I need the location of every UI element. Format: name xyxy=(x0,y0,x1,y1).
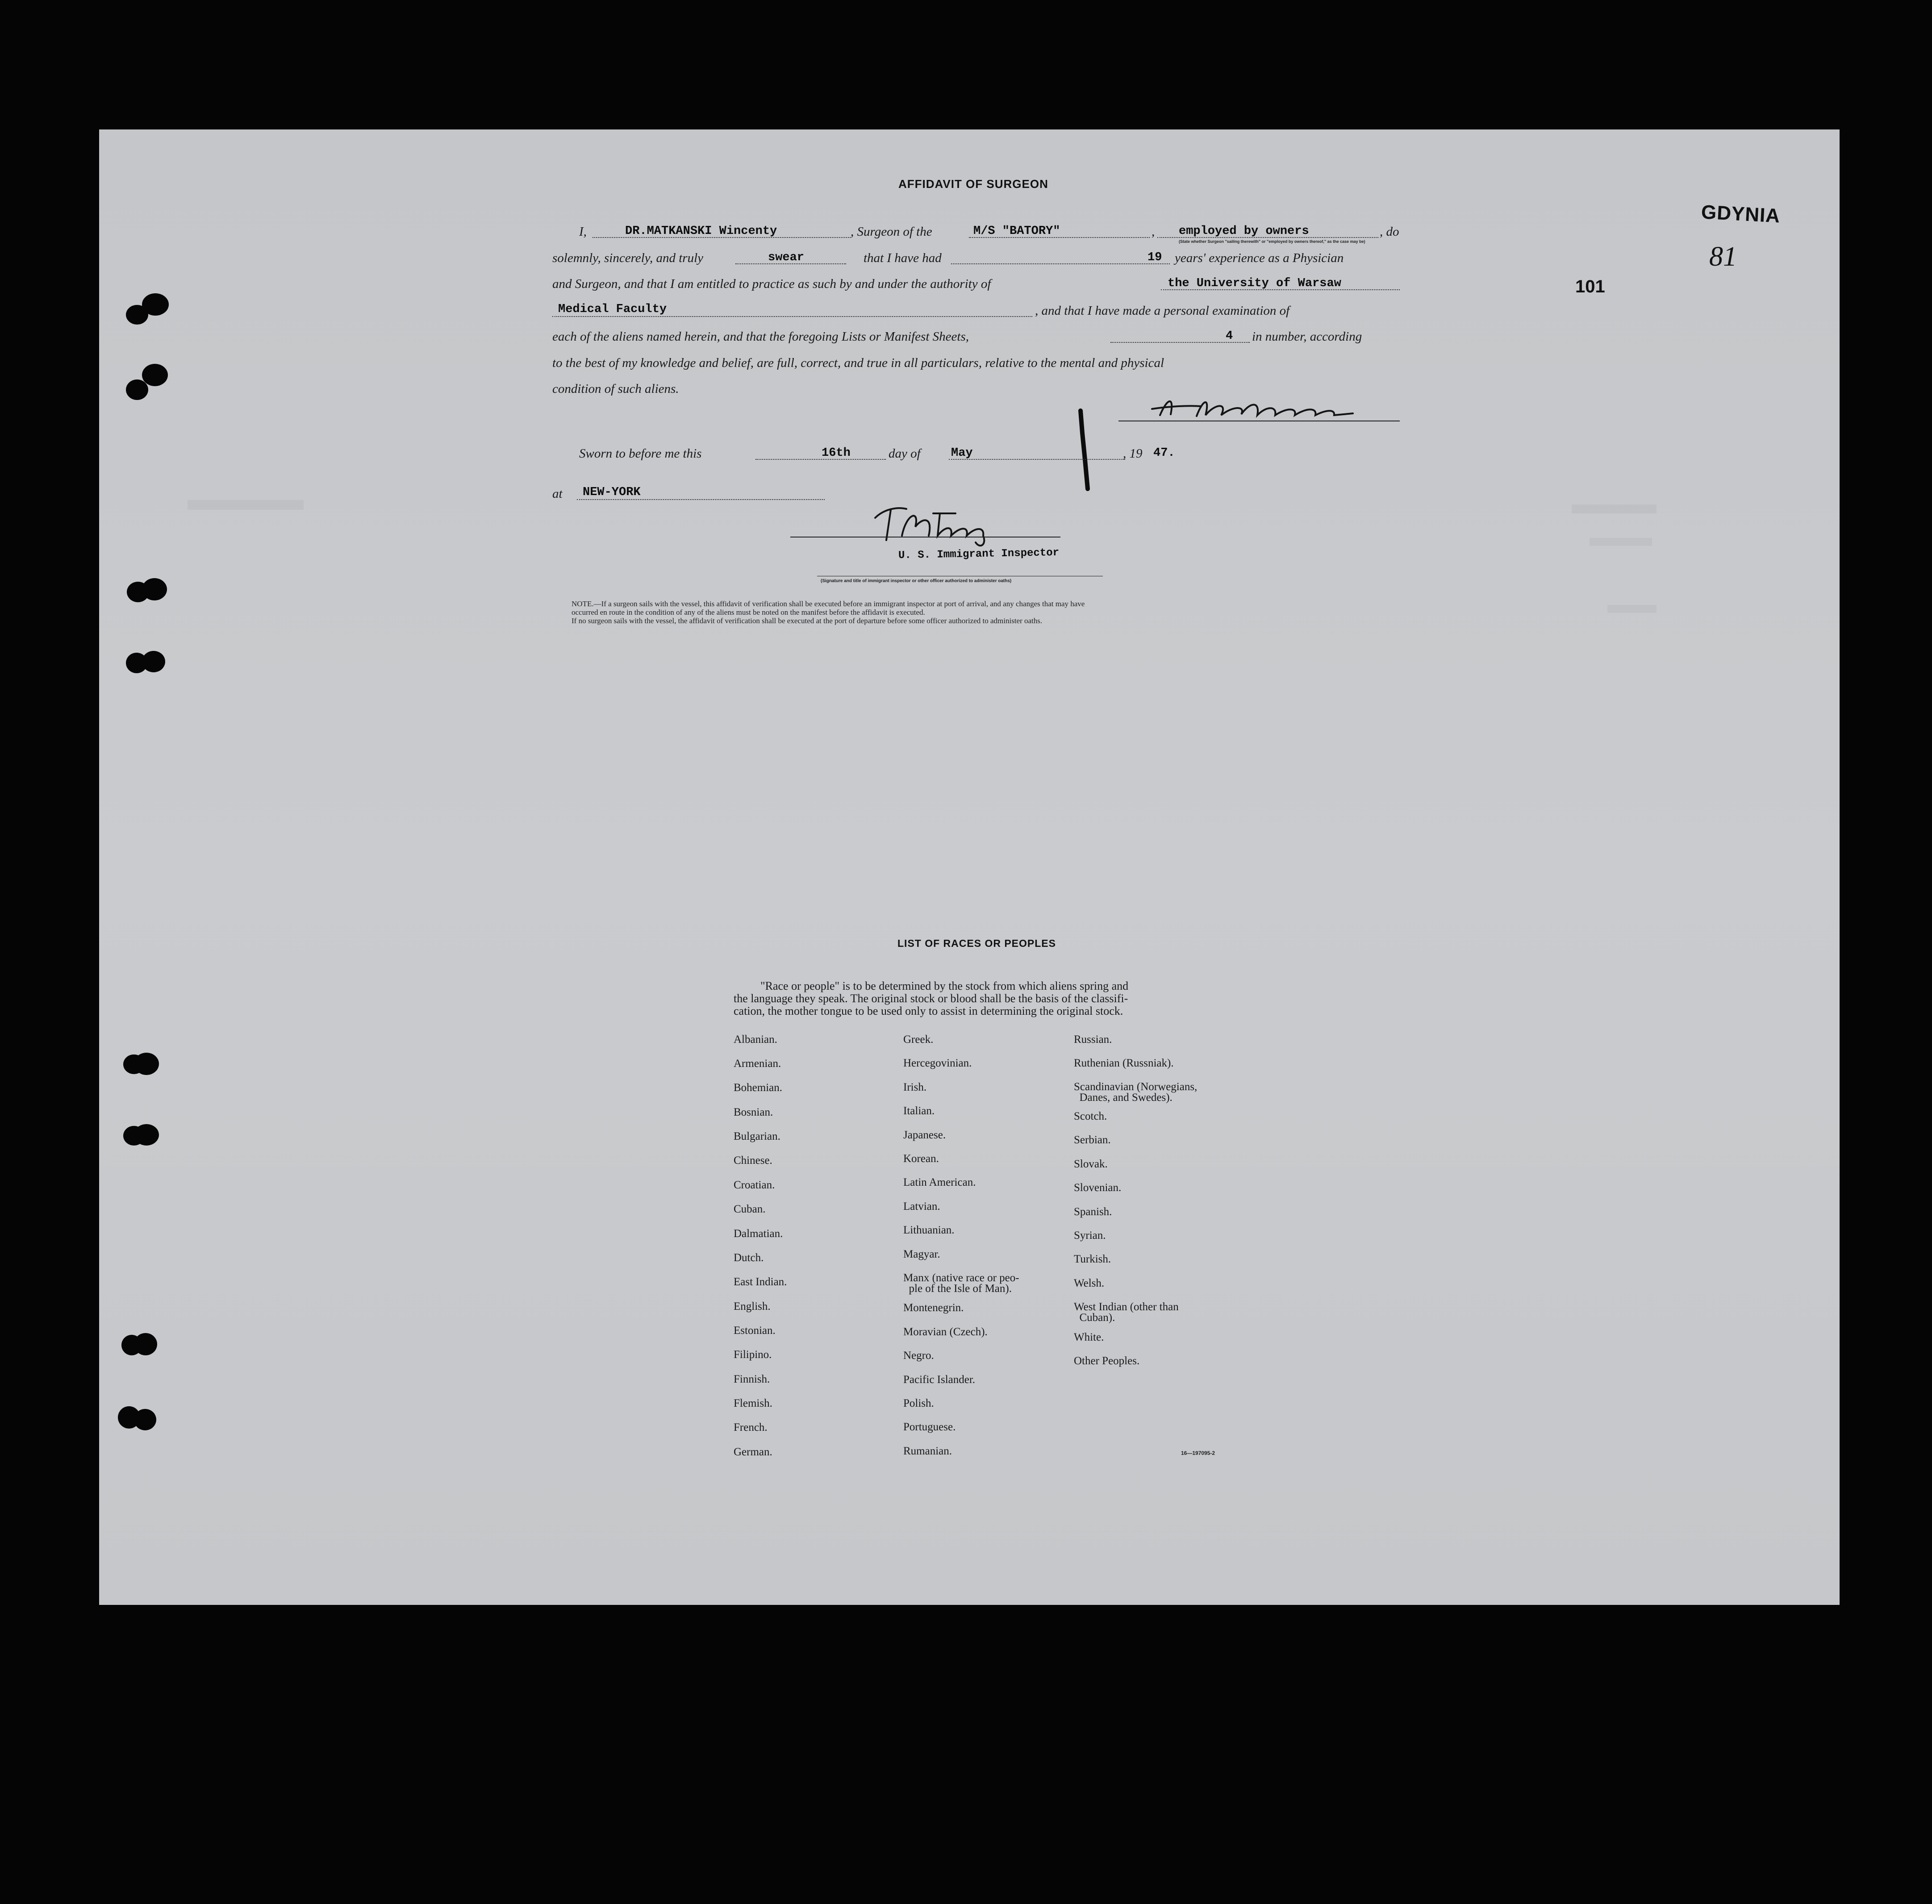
affidavit-title: AFFIDAVIT OF SURGEON xyxy=(898,177,1048,191)
line-text: in number, according xyxy=(1252,329,1362,344)
affidavit-note-2: occurred en route in the condition of any of the aliens must be noted on the manifest before the affidavit is executed. xyxy=(572,608,925,617)
handwritten-sheet-number: 81 xyxy=(1709,242,1737,272)
line-text: , Surgeon of the xyxy=(851,225,932,239)
vessel-name: M/S "BATORY" xyxy=(973,225,1060,238)
sworn-day: 16th xyxy=(822,446,851,460)
race-list-item: Scandinavian (Norwegians, Danes, and Swedes). xyxy=(1074,1081,1198,1104)
race-list-item: Turkish. xyxy=(1074,1253,1111,1265)
line-text: , and that I have made a personal examination of xyxy=(1035,304,1290,318)
race-list-item: Latin American. xyxy=(903,1176,976,1188)
bleed-through-marks xyxy=(188,500,304,510)
line-text: years' experience as a Physician xyxy=(1175,251,1344,265)
officer-caption: (Signature and title of immigrant inspector or other officer authorized to administer oaths) xyxy=(821,579,1012,583)
race-list-item: Spanish. xyxy=(1074,1206,1112,1218)
inspector-signature xyxy=(866,500,1027,549)
line-text: I, xyxy=(579,225,587,239)
line-text: each of the aliens named herein, and that the foregoing Lists or Manifest Sheets, xyxy=(552,329,969,344)
line-text: , 19 xyxy=(1123,446,1143,461)
punch-hole xyxy=(142,364,168,386)
race-list-item: Bulgarian. xyxy=(734,1130,780,1142)
page-number: 101 xyxy=(1575,277,1605,296)
sheet-count: 4 xyxy=(1226,329,1233,343)
race-list-item: Armenian. xyxy=(734,1058,781,1070)
oath-type: swear xyxy=(768,251,805,264)
years-experience: 19 xyxy=(1148,251,1162,264)
race-list-item: Flemish. xyxy=(734,1397,772,1409)
races-intro-1: "Race or people" is to be determined by the stock from which aliens spring and xyxy=(760,979,1129,992)
race-list-item: Dalmatian. xyxy=(734,1228,783,1240)
ink-mark xyxy=(1072,406,1098,496)
punch-hole xyxy=(126,653,147,673)
race-list-item: Other Peoples. xyxy=(1074,1355,1140,1367)
race-list-item: Slovenian. xyxy=(1074,1182,1122,1194)
punch-hole xyxy=(118,1406,140,1429)
race-list-item: Slovak. xyxy=(1074,1158,1108,1170)
licensing-authority-1: the University of Warsaw xyxy=(1168,277,1341,290)
bleed-through-marks xyxy=(1572,504,1657,513)
race-list-item: Filipino. xyxy=(734,1349,772,1361)
race-list-item: Japanese. xyxy=(903,1129,946,1141)
employment-hint: (State whether Surgeon "sailing therewith" or "employed by owners thereof," as the case may be) xyxy=(1179,239,1365,244)
line-text: , do xyxy=(1380,225,1399,239)
line-text: Sworn to before me this xyxy=(579,446,702,461)
race-list-item: Albanian. xyxy=(734,1033,777,1046)
race-list-item: Syrian. xyxy=(1074,1229,1106,1242)
race-list-item: Russian. xyxy=(1074,1033,1112,1046)
surgeon-name: DR.MATKANSKI Wincenty xyxy=(625,225,777,238)
port-stamp: GDYNIA xyxy=(1700,201,1781,227)
race-list-item: Bohemian. xyxy=(734,1082,783,1094)
race-list-item: Moravian (Czech). xyxy=(903,1326,988,1338)
race-list-item: Manx (native race or peo- ple of the Isle of Man). xyxy=(903,1272,1019,1295)
race-list-item: Hercegovinian. xyxy=(903,1057,972,1069)
sworn-year: 47. xyxy=(1153,446,1175,460)
races-title: LIST OF RACES OR PEOPLES xyxy=(897,937,1056,949)
affidavit-line-6: to the best of my knowledge and belief, are full, correct, and true in all particulars, relative to the mental and physical xyxy=(552,356,1164,370)
surgeon-signature xyxy=(1143,393,1384,424)
sworn-place: NEW-YORK xyxy=(583,486,641,499)
race-list-item: East Indian. xyxy=(734,1276,787,1288)
line-text: and Surgeon, and that I am entitled to practice as such by and under the authority of xyxy=(552,277,991,291)
fill-line xyxy=(755,459,886,460)
race-list-item: Italian. xyxy=(903,1105,935,1117)
race-list-item: Serbian. xyxy=(1074,1134,1111,1146)
punch-hole xyxy=(123,1126,145,1146)
races-intro-2: the language they speak. The original stock or blood shall be the basis of the classifi- xyxy=(734,992,1128,1005)
race-list-item: Bosnian. xyxy=(734,1106,773,1118)
punch-hole xyxy=(126,379,148,400)
officer-title: U. S. Immigrant Inspector xyxy=(898,546,1060,562)
punch-hole xyxy=(123,1054,145,1074)
fill-line xyxy=(949,459,1125,460)
race-list-item: Lithuanian. xyxy=(903,1224,955,1236)
punch-hole xyxy=(121,1335,142,1355)
race-list-item: Polish. xyxy=(903,1397,934,1409)
race-list-item: Estonian. xyxy=(734,1325,776,1337)
race-list-item: White. xyxy=(1074,1331,1104,1343)
fill-line xyxy=(951,263,1170,264)
punch-hole xyxy=(127,582,149,602)
sworn-month: May xyxy=(951,446,973,460)
race-list-item: English. xyxy=(734,1300,771,1312)
fill-line xyxy=(577,499,825,500)
race-list-item: Croatian. xyxy=(734,1179,775,1191)
punch-hole xyxy=(126,305,148,325)
line-text: day of xyxy=(889,446,921,461)
line-text: , xyxy=(1152,225,1155,239)
race-list-item: Montenegrin. xyxy=(903,1302,964,1314)
race-list-item: Ruthenian (Russniak). xyxy=(1074,1057,1174,1069)
race-list-item: Pacific Islander. xyxy=(903,1374,976,1386)
races-intro-3: cation, the mother tongue to be used only to assist in determining the original stock. xyxy=(734,1004,1123,1017)
race-list-item: Dutch. xyxy=(734,1252,764,1264)
line-text: that I have had xyxy=(864,251,942,265)
race-list-item: French. xyxy=(734,1421,768,1433)
race-list-item: Chinese. xyxy=(734,1154,772,1167)
race-list-item: Cuban. xyxy=(734,1203,766,1215)
licensing-authority-2: Medical Faculty xyxy=(558,303,667,316)
affidavit-line-7: condition of such aliens. xyxy=(552,382,679,396)
race-list-item: Rumanian. xyxy=(903,1445,952,1457)
race-list-item: Irish. xyxy=(903,1081,927,1093)
bleed-through-marks xyxy=(1590,538,1652,546)
race-list-item: Greek. xyxy=(903,1033,934,1046)
line-text: solemnly, sincerely, and truly xyxy=(552,251,704,265)
place-label: at xyxy=(552,487,563,501)
form-number: 16—197095-2 xyxy=(1181,1450,1215,1456)
bleed-through-marks xyxy=(1607,605,1657,613)
race-list-item: Negro. xyxy=(903,1350,934,1362)
race-list-item: Korean. xyxy=(903,1153,939,1165)
affidavit-note-3: If no surgeon sails with the vessel, the affidavit of verification shall be executed at the port of departure before some officer authorized to administer oaths. xyxy=(572,617,1043,625)
race-list-item: Magyar. xyxy=(903,1248,940,1260)
race-list-item: Latvian. xyxy=(903,1200,940,1212)
race-list-item: German. xyxy=(734,1446,772,1458)
race-list-item: West Indian (other than Cuban). xyxy=(1074,1301,1179,1324)
race-list-item: Portuguese. xyxy=(903,1421,956,1433)
fill-line xyxy=(552,316,1032,317)
affidavit-note-1: NOTE.—If a surgeon sails with the vessel, this affidavit of verification shall be executed before an immigrant inspector at port of arrival, and any changes that may have xyxy=(572,600,1085,608)
race-list-item: Scotch. xyxy=(1074,1110,1107,1122)
employment-status: employed by owners xyxy=(1179,225,1309,238)
race-list-item: Welsh. xyxy=(1074,1277,1105,1289)
race-list-item: Finnish. xyxy=(734,1373,770,1385)
